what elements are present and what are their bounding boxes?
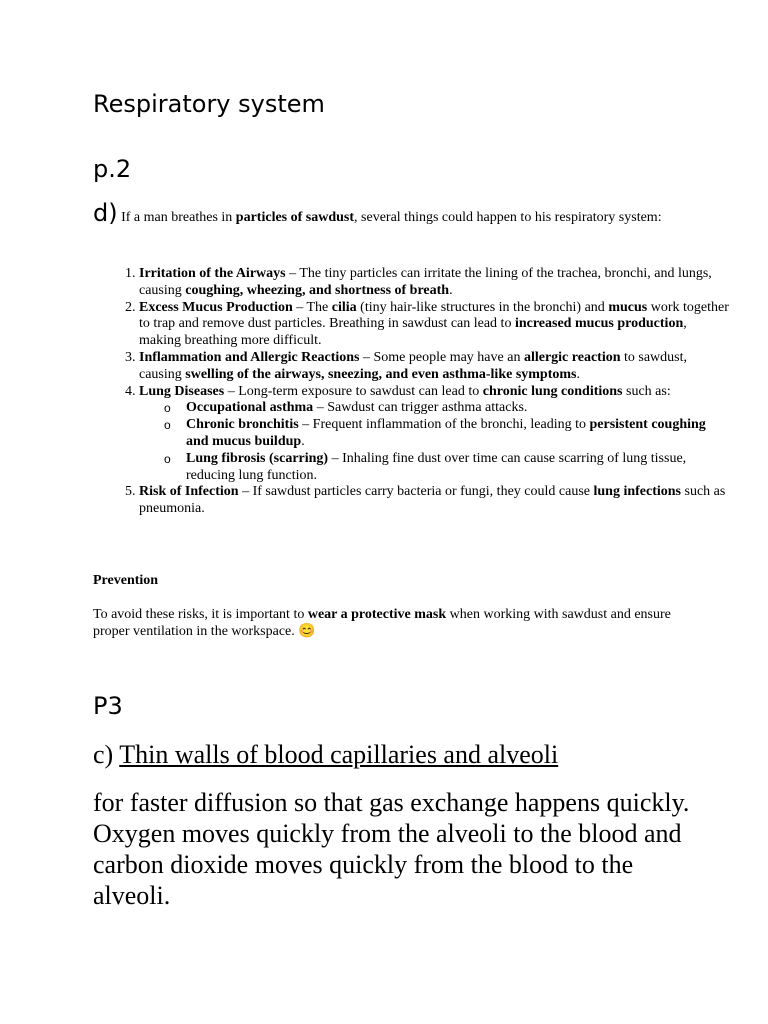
bold-text: Chronic bronchitis: [186, 417, 299, 433]
list-item: [139, 300, 729, 350]
bold-text: mucus: [608, 299, 648, 315]
bold-text: coughing, wheezing, and shortness of breath: [185, 282, 450, 298]
bold-text: wear a protective mask: [307, 607, 447, 622]
list-item: [139, 484, 729, 518]
text-run: – If sawdust particles carry bacteria or fungi, they could cause: [238, 484, 594, 500]
text-run: , making breathing more difficult.: [139, 316, 687, 349]
bold-text: lung infections: [593, 484, 681, 500]
question-c-title: Thin walls of blood capillaries and alveoli: [119, 740, 559, 769]
text-run: If a man breathes in: [117, 210, 236, 225]
bold-text: Excess Mucus Production: [139, 299, 293, 315]
sublist-item-text: [186, 417, 706, 449]
circle-bullet-icon: o: [164, 401, 171, 416]
section-label-p2: p.2: [93, 155, 132, 183]
text-run: – Long-term exposure to sawdust can lead to: [224, 383, 483, 399]
bold-text: Occupational asthma: [186, 400, 314, 416]
question-d-text: [118, 210, 662, 225]
list-item-text: [139, 484, 725, 516]
text-run: .: [449, 282, 453, 298]
text-run: work together to trap and remove dust particles. Breathing in sawdust can lead to: [139, 299, 729, 332]
circle-bullet-icon: o: [164, 451, 171, 466]
list-item-text: [139, 350, 687, 382]
bold-text: Irritation of the Airways: [139, 266, 286, 281]
list-item-text: [139, 300, 729, 349]
question-c-answer: for faster diffusion so that gas exchange happens quickly. Oxygen moves quickly from the alveoli to the blood and carbon dioxide moves quickly from the blood to the alveoli.: [93, 788, 690, 910]
bold-text: chronic lung conditions: [482, 383, 623, 399]
bold-text: swelling of the airways, sneezing, and even asthma-like symptoms: [185, 366, 577, 382]
bold-text: Lung Diseases: [139, 383, 225, 399]
bold-text: Lung fibrosis (scarring): [186, 450, 329, 466]
text-run: – Inhaling fine dust over time can cause scarring of lung tissue, reducing lung function.: [186, 450, 687, 483]
prevention-text: [93, 606, 683, 640]
text-run: To avoid these risks, it is important to: [93, 607, 308, 622]
bold-text: allergic reaction: [523, 349, 621, 365]
text-run: .: [301, 433, 305, 449]
question-d-label: d): [93, 199, 118, 227]
bold-text: increased mucus production: [514, 316, 684, 332]
question-c-heading: [93, 738, 558, 772]
text-run: (tiny hair-like structures in the bronchi) and: [356, 299, 609, 315]
list-item-text: [139, 266, 712, 298]
text-run: when working with sawdust and ensure proper ventilation in the workspace.: [93, 607, 671, 639]
list-item: [139, 350, 729, 384]
question-c-label: c): [93, 740, 120, 769]
question-d-intro: [93, 199, 678, 227]
lung-diseases-sublist: [139, 400, 729, 484]
text-run: – Some people may have an: [359, 349, 524, 365]
document-title: Respiratory system: [93, 90, 325, 118]
effects-list: [93, 266, 729, 518]
section-label-p3: P3: [93, 692, 123, 720]
text-run: – Frequent inflammation of the bronchi, leading to: [298, 417, 590, 433]
circle-bullet-icon: o: [164, 418, 171, 433]
bold-text: Risk of Infection: [139, 484, 239, 500]
prevention-heading: Prevention: [93, 573, 159, 588]
list-item-text: [139, 384, 671, 399]
text-run: such as pneumonia.: [139, 484, 726, 517]
text-run: to sawdust, causing: [139, 349, 687, 382]
sublist-item-text: [186, 400, 527, 415]
text-run: .: [576, 366, 580, 382]
text-run: , several things could happen to his respiratory system:: [354, 210, 662, 225]
text-run: – Sawdust can trigger asthma attacks.: [313, 400, 528, 416]
bold-text: persistent coughing and mucus buildup: [186, 417, 706, 449]
text-run: – The: [292, 299, 332, 315]
text-run: 😊: [298, 624, 316, 639]
sublist-item-text: [186, 451, 686, 483]
text-run: – The tiny particles can irritate the lining of the trachea, bronchi, and lungs, causing: [139, 266, 712, 298]
bold-text: cilia: [331, 299, 357, 315]
sublist-item: [164, 450, 729, 485]
text-run: such as:: [622, 383, 671, 399]
list-item: [139, 384, 729, 485]
bold-text: particles of sawdust: [235, 210, 355, 225]
bold-text: Inflammation and Allergic Reactions: [139, 349, 360, 365]
list-item: [139, 266, 729, 300]
sublist-item: [164, 417, 729, 451]
sublist-item: [164, 400, 729, 417]
